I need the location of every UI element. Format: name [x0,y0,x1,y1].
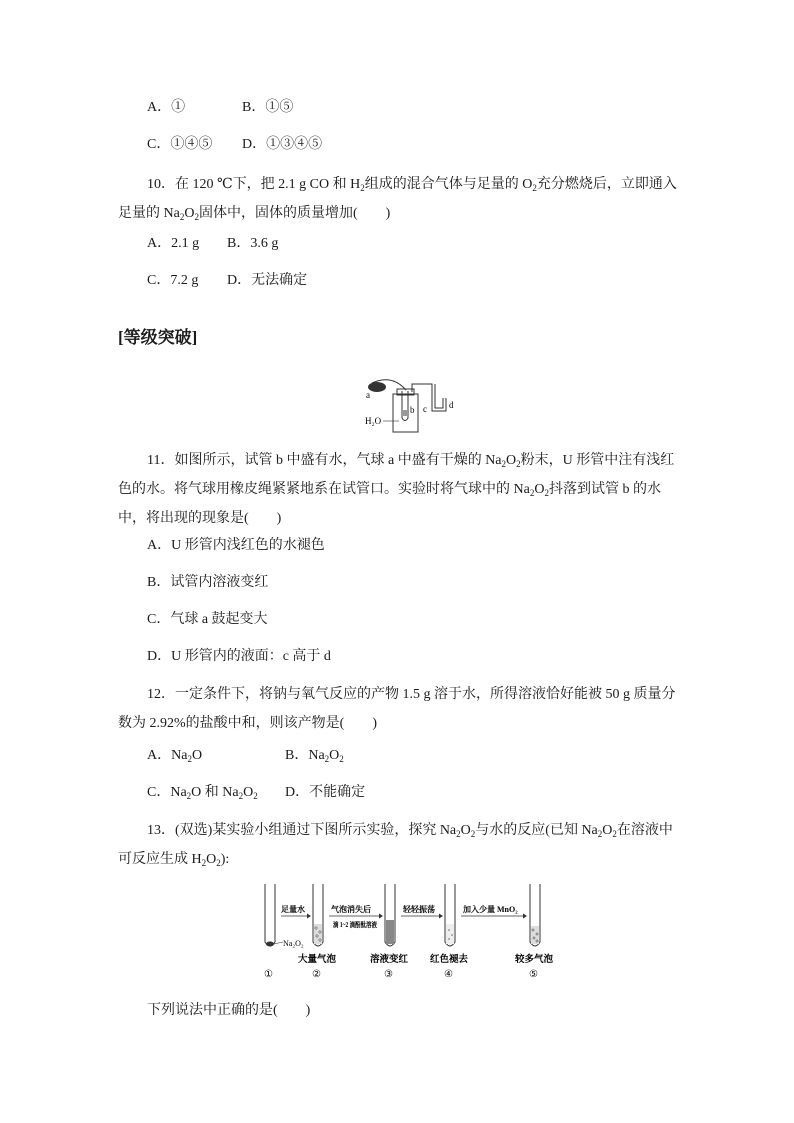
q9-options-row1 [147,98,294,118]
label-b: b [410,405,415,415]
solid-label: Na₂O₂ [283,939,304,948]
number-1: ① [264,969,273,980]
arrow-1-label: 足量水 [281,905,305,914]
q11-apparatus-figure [362,368,462,436]
q9-options-row2 [147,135,323,155]
number-5: ⑤ [529,969,538,980]
q9-option-c: C．①④⑤ [147,137,213,152]
q10-option-c: C．7.2 g [147,273,199,288]
arrow-3-label: 轻轻振荡 [403,905,435,914]
label-d: d [449,400,454,410]
q12-options-row1 [147,746,344,766]
balloon-a [368,382,386,392]
caption-4: 红色褪去 [430,955,469,965]
q10-stem: 10．在 120 ℃下，把 2.1 g CO 和 $H_2$组成的混合气体与足量的 $O_2$充分燃烧后，立即通入足量的 $Na_2O_2$固体中，固体的质量增加( ) [118,177,677,222]
number-4: ④ [444,969,453,980]
q12-option-d: D．不能确定 [285,785,366,800]
arrow-2-label-bottom: 滴 1~2 滴酚酞溶液 [333,921,390,929]
q12-option-b: B．$Na_2O_2$ [285,748,344,764]
q12-option-a: A．$Na_2O$ [147,748,203,764]
q10-options-row2 [147,271,308,291]
caption-2: 大量气泡 [298,955,337,965]
number-3: ③ [384,969,393,980]
q11-option-b: B．试管内溶液变红 [147,575,269,590]
q12-options-row2 [147,783,366,803]
q10-option-d: D．无法确定 [227,273,308,288]
caption-3: 溶液变红 [370,955,409,965]
number-2: ② [312,969,321,980]
q9-option-b: B．①⑤ [242,100,294,115]
q11-option-c: C．气球 a 鼓起变大 [147,612,268,627]
q13-stem: 13．(双选)某实验小组通过下图所示实验，探究 $Na_2O_2$与水的反应(已知 $Na_2O_2$在溶液中可反应生成 $H_2O_2$): [118,823,673,868]
caption-5: 较多气泡 [515,955,554,965]
tube-1 [265,884,275,946]
arrow-4-label: 加入少量 MnO₂ [463,905,518,914]
q9-option-d: D．①③④⑤ [242,137,323,152]
q10-option-a: A．2.1 g [147,236,200,251]
q11-option-a: A．U 形管内浅红色的水褪色 [147,538,325,553]
q11-stem: 11．如图所示，试管 b 中盛有水，气球 a 中盛有干燥的 $Na_2O_2$粉末，U 形管中注有浅红色的水。将气球用橡皮绳紧紧地系在试管口。实验时将气球中的 $Na_2O_2$抖落到试管 b 的水中，将出现的现象是( ) [118,453,675,526]
q13-after-text: 下列说法中正确的是( ) [147,1003,311,1018]
q12-stem: 12．一定条件下，将钠与氧气反应的产物 1.5 g 溶于水，所得溶液恰好能被 50 g 质量分数为 2.92%的盐酸中和，则该产物是( ) [118,687,676,731]
label-water: H₂O [365,416,382,426]
arrow-2-label-top: 气泡消失后 [331,905,371,914]
q12-option-c: C．$Na_2O$ 和 $Na_2O_2$ [147,785,258,801]
label-a: a [366,390,370,400]
section-heading: [等级突破] [118,328,198,347]
label-c: c [423,404,427,414]
q10-options-row1 [147,234,279,254]
q11-option-d: D．U 形管内的液面：c 高于 d [147,649,331,664]
q13-experiment-figure [255,880,555,980]
q10-option-b: B．3.6 g [227,236,279,251]
q9-option-a: A．① [147,100,186,115]
